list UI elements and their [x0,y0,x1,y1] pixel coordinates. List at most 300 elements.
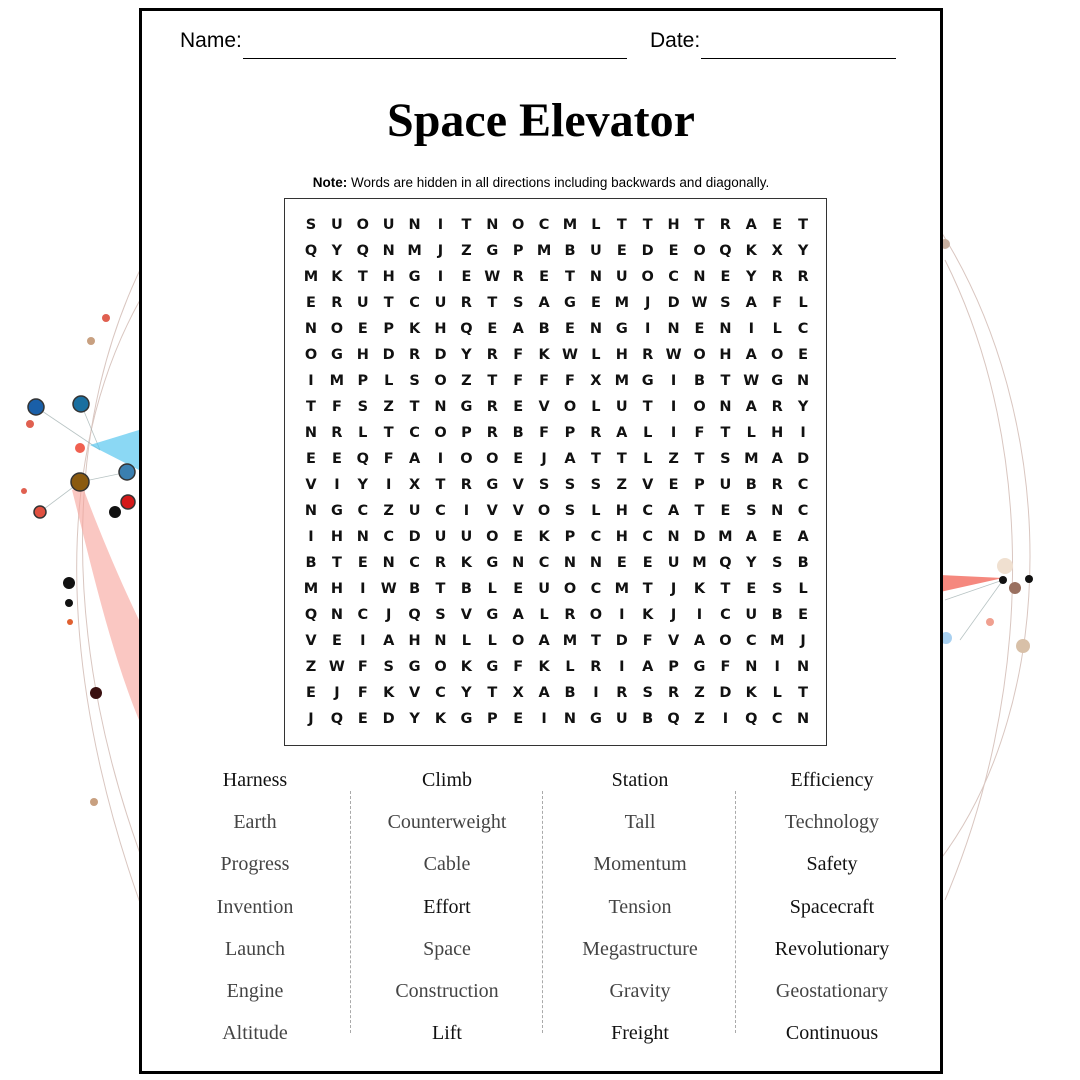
grid-letter[interactable]: E [772,529,783,545]
grid-letter[interactable]: Y [797,243,809,259]
grid-letter[interactable]: O [693,399,706,415]
grid-letter[interactable]: N [667,321,680,337]
grid-letter[interactable]: C [797,477,809,493]
grid-letter[interactable]: E [513,529,524,545]
grid-letter[interactable]: T [616,217,627,233]
grid-letter[interactable]: K [434,711,447,727]
grid-letter[interactable]: J [644,295,651,311]
name-blank-line[interactable] [243,58,627,59]
grid-letter[interactable]: N [771,503,784,519]
grid-letter[interactable]: D [797,451,810,467]
grid-letter[interactable]: A [642,659,654,675]
grid-letter[interactable]: E [642,555,653,571]
grid-letter[interactable]: X [409,477,421,493]
grid-letter[interactable]: Z [694,685,705,701]
grid-letter[interactable]: E [746,581,757,597]
grid-letter[interactable]: R [719,217,731,233]
grid-letter[interactable]: T [798,217,809,233]
grid-letter[interactable]: R [512,269,524,285]
grid-letter[interactable]: C [383,529,395,545]
grid-letter[interactable]: C [409,425,420,441]
grid-letter[interactable]: M [562,633,578,649]
grid-letter[interactable]: E [798,347,809,363]
grid-letter[interactable]: B [538,321,550,337]
grid-letter[interactable]: G [330,503,343,519]
grid-letter[interactable]: T [694,217,705,233]
grid-letter[interactable]: T [487,685,498,701]
grid-letter[interactable]: H [615,503,628,519]
grid-letter[interactable]: I [800,425,806,441]
grid-letter[interactable]: R [331,425,343,441]
grid-letter[interactable]: E [461,269,472,285]
grid-letter[interactable]: E [331,451,342,467]
grid-letter[interactable]: B [564,685,576,701]
grid-letter[interactable]: C [720,607,731,623]
grid-letter[interactable]: S [771,581,783,597]
grid-letter[interactable]: X [512,685,524,701]
grid-letter[interactable]: Q [460,321,473,337]
grid-letter[interactable]: K [383,685,395,701]
grid-letter[interactable]: N [589,269,602,285]
grid-letter[interactable]: M [614,295,630,311]
grid-letter[interactable]: I [360,633,366,649]
grid-letter[interactable]: R [409,347,421,363]
grid-letter[interactable]: E [306,685,316,701]
grid-letter[interactable]: L [591,503,601,519]
grid-letter[interactable]: L [798,581,808,597]
grid-letter[interactable]: F [772,295,783,311]
grid-letter[interactable]: K [538,529,550,545]
grid-letter[interactable]: C [538,555,550,571]
grid-letter[interactable]: E [539,269,550,285]
grid-letter[interactable]: F [539,425,550,441]
grid-letter[interactable]: U [667,555,680,571]
grid-letter[interactable]: W [562,347,578,363]
grid-letter[interactable]: O [693,243,706,259]
grid-letter[interactable]: N [667,529,680,545]
grid-letter[interactable]: G [486,243,499,259]
grid-letter[interactable]: L [461,633,472,649]
grid-letter[interactable]: O [434,373,447,389]
grid-letter[interactable]: R [460,295,472,311]
grid-letter[interactable]: Z [694,711,705,727]
grid-letter[interactable]: L [798,295,808,311]
grid-letter[interactable]: E [720,269,731,285]
grid-letter[interactable]: B [564,243,576,259]
grid-letter[interactable]: G [408,269,421,285]
grid-letter[interactable]: S [538,477,550,493]
grid-letter[interactable]: L [358,425,368,441]
grid-letter[interactable]: T [383,295,394,311]
grid-letter[interactable]: E [694,321,705,337]
grid-letter[interactable]: P [383,321,394,337]
grid-letter[interactable]: K [642,607,654,623]
grid-letter[interactable]: V [667,633,680,649]
grid-letter[interactable]: K [538,659,550,675]
grid-letter[interactable]: A [512,607,524,623]
grid-letter[interactable]: N [797,711,810,727]
grid-letter[interactable]: B [745,477,757,493]
grid-letter[interactable]: I [722,711,729,727]
grid-letter[interactable]: T [798,685,809,701]
grid-letter[interactable]: P [357,373,369,389]
grid-letter[interactable]: A [538,295,550,311]
grid-letter[interactable]: V [642,477,654,493]
grid-letter[interactable]: C [745,633,757,649]
grid-letter[interactable]: R [486,347,498,363]
grid-letter[interactable]: I [360,581,366,597]
grid-letter[interactable]: G [693,659,706,675]
grid-letter[interactable]: I [541,711,547,727]
grid-letter[interactable]: Q [667,711,680,727]
grid-letter[interactable]: J [385,607,392,623]
grid-letter[interactable]: S [590,477,602,493]
grid-letter[interactable]: J [800,633,806,649]
grid-letter[interactable]: T [590,451,601,467]
grid-letter[interactable]: I [774,659,780,675]
grid-letter[interactable]: E [668,243,679,259]
grid-letter[interactable]: E [487,321,498,337]
grid-letter[interactable]: I [670,399,677,415]
grid-letter[interactable]: M [744,451,759,467]
grid-letter[interactable]: K [693,581,706,597]
grid-letter[interactable]: H [382,269,395,285]
grid-letter[interactable]: T [487,295,498,311]
grid-letter[interactable]: Z [461,243,472,259]
grid-letter[interactable]: U [460,529,473,545]
grid-letter[interactable]: J [437,243,444,259]
grid-letter[interactable]: L [487,633,497,649]
grid-letter[interactable]: M [614,373,630,389]
grid-letter[interactable]: V [486,503,498,519]
grid-letter[interactable]: F [513,373,524,389]
grid-letter[interactable]: T [590,633,601,649]
grid-letter[interactable]: P [512,243,524,259]
grid-letter[interactable]: L [591,399,601,415]
grid-letter[interactable]: K [745,243,757,259]
grid-letter[interactable]: C [590,581,602,597]
grid-letter[interactable]: E [306,451,316,467]
grid-letter[interactable]: I [619,607,625,623]
grid-letter[interactable]: F [331,399,342,415]
grid-letter[interactable]: T [720,581,731,597]
grid-letter[interactable]: L [643,451,653,467]
grid-letter[interactable]: P [668,659,679,675]
grid-letter[interactable]: E [513,451,524,467]
grid-letter[interactable]: E [590,295,601,311]
grid-letter[interactable]: V [460,607,472,623]
grid-letter[interactable]: F [513,347,524,363]
grid-letter[interactable]: O [563,581,577,597]
grid-letter[interactable]: A [383,633,395,649]
grid-letter[interactable]: A [538,633,550,649]
grid-letter[interactable]: R [771,399,783,415]
grid-letter[interactable]: B [512,425,524,441]
grid-letter[interactable]: A [771,451,783,467]
grid-letter[interactable]: N [434,633,447,649]
grid-letter[interactable]: O [486,451,499,467]
grid-letter[interactable]: Q [719,555,732,571]
grid-letter[interactable]: O [460,451,473,467]
grid-letter[interactable]: U [615,711,628,727]
grid-letter[interactable]: S [512,295,524,311]
grid-letter[interactable]: F [513,659,524,675]
grid-letter[interactable]: Y [797,399,809,415]
grid-letter[interactable]: L [591,217,601,233]
grid-letter[interactable]: B [305,555,317,571]
grid-letter[interactable]: G [771,373,784,389]
grid-letter[interactable]: C [797,503,809,519]
grid-letter[interactable]: R [331,295,343,311]
grid-letter[interactable]: R [797,269,809,285]
grid-letter[interactable]: J [308,711,314,727]
grid-letter[interactable]: T [720,373,731,389]
grid-letter[interactable]: F [720,659,731,675]
grid-letter[interactable]: O [356,217,369,233]
grid-letter[interactable]: L [746,425,756,441]
grid-letter[interactable]: C [538,217,550,233]
grid-letter[interactable]: C [642,529,654,545]
grid-letter[interactable]: A [538,685,550,701]
grid-letter[interactable]: C [797,321,809,337]
grid-letter[interactable]: V [305,477,317,493]
grid-letter[interactable]: E [357,555,368,571]
grid-letter[interactable]: F [642,633,653,649]
grid-letter[interactable]: O [589,607,603,623]
grid-letter[interactable]: J [334,685,340,701]
grid-letter[interactable]: B [642,711,654,727]
grid-letter[interactable]: D [641,243,654,259]
grid-letter[interactable]: A [408,451,421,467]
grid-letter[interactable]: L [539,607,549,623]
grid-letter[interactable]: S [564,503,576,519]
grid-letter[interactable]: A [745,217,757,233]
grid-letter[interactable]: T [720,425,731,441]
grid-letter[interactable]: N [797,659,810,675]
grid-letter[interactable]: T [642,217,653,233]
grid-letter[interactable]: S [409,373,420,389]
grid-letter[interactable]: A [616,425,628,441]
grid-letter[interactable]: G [460,399,473,415]
grid-letter[interactable]: R [771,269,783,285]
grid-letter[interactable]: Y [331,243,343,259]
grid-letter[interactable]: B [771,607,783,623]
grid-letter[interactable]: M [718,529,733,545]
grid-letter[interactable]: T [642,399,653,415]
grid-letter[interactable]: W [380,581,397,597]
grid-letter[interactable]: N [563,555,577,571]
grid-letter[interactable]: M [562,217,578,233]
grid-letter[interactable]: R [486,425,498,441]
grid-letter[interactable]: B [409,581,421,597]
grid-letter[interactable]: A [745,529,757,545]
grid-letter[interactable]: M [303,581,319,597]
grid-letter[interactable]: M [614,581,630,597]
grid-letter[interactable]: N [719,399,732,415]
grid-letter[interactable]: O [486,529,499,545]
grid-letter[interactable]: R [564,607,576,623]
grid-letter[interactable]: Z [616,477,628,493]
grid-letter[interactable]: H [434,321,447,337]
grid-letter[interactable]: H [330,581,343,597]
grid-letter[interactable]: D [719,685,732,701]
grid-letter[interactable]: S [642,685,653,701]
grid-letter[interactable]: G [641,373,654,389]
grid-letter[interactable]: S [564,477,576,493]
grid-letter[interactable]: F [565,373,575,389]
grid-letter[interactable]: N [382,555,395,571]
grid-letter[interactable]: O [512,217,525,233]
grid-letter[interactable]: F [694,425,705,441]
grid-letter[interactable]: I [593,685,599,701]
grid-letter[interactable]: E [616,243,627,259]
grid-letter[interactable]: N [304,321,318,337]
grid-letter[interactable]: H [330,529,343,545]
grid-letter[interactable]: E [720,503,731,519]
grid-letter[interactable]: F [357,685,368,701]
grid-letter[interactable]: T [409,399,420,415]
grid-letter[interactable]: O [719,633,732,649]
grid-letter[interactable]: G [486,477,499,493]
grid-letter[interactable]: C [642,503,654,519]
grid-letter[interactable]: L [565,659,575,675]
grid-letter[interactable]: T [357,269,368,285]
grid-letter[interactable]: S [720,451,731,467]
grid-letter[interactable]: N [563,711,577,727]
grid-letter[interactable]: Y [461,685,472,701]
grid-letter[interactable]: V [512,477,524,493]
grid-letter[interactable]: H [667,217,680,233]
grid-letter[interactable]: Q [330,711,344,727]
grid-letter[interactable]: R [642,347,654,363]
grid-letter[interactable]: D [615,633,628,649]
grid-letter[interactable]: Y [409,711,420,727]
grid-letter[interactable]: Z [668,451,679,467]
grid-letter[interactable]: M [692,555,707,571]
grid-letter[interactable]: M [329,373,345,389]
grid-letter[interactable]: D [382,711,395,727]
grid-letter[interactable]: E [668,477,679,493]
grid-letter[interactable]: F [539,373,550,389]
grid-letter[interactable]: N [719,321,732,337]
grid-letter[interactable]: J [670,581,677,597]
grid-letter[interactable]: C [357,607,369,623]
grid-letter[interactable]: E [513,581,524,597]
grid-letter[interactable]: Q [356,451,369,467]
grid-letter[interactable]: G [486,607,499,623]
grid-letter[interactable]: I [437,217,444,233]
grid-letter[interactable]: H [719,347,732,363]
grid-letter[interactable]: T [487,373,498,389]
grid-letter[interactable]: T [461,217,472,233]
grid-letter[interactable]: S [771,555,783,571]
grid-letter[interactable]: R [616,685,628,701]
grid-letter[interactable]: I [437,269,444,285]
grid-letter[interactable]: E [513,399,524,415]
grid-letter[interactable]: O [512,633,525,649]
grid-letter[interactable]: V [512,503,524,519]
grid-letter[interactable]: N [693,269,706,285]
grid-letter[interactable]: P [486,711,498,727]
grid-letter[interactable]: E [772,217,783,233]
grid-letter[interactable]: C [409,555,420,571]
grid-letter[interactable]: N [745,659,758,675]
grid-letter[interactable]: W [691,295,708,311]
grid-letter[interactable]: F [383,451,394,467]
grid-letter[interactable]: L [643,425,653,441]
grid-letter[interactable]: E [798,607,809,623]
grid-letter[interactable]: T [642,581,653,597]
grid-letter[interactable]: C [435,685,446,701]
grid-letter[interactable]: E [616,555,627,571]
grid-letter[interactable]: U [538,581,550,597]
grid-letter[interactable]: D [408,529,421,545]
grid-letter[interactable]: J [541,451,547,467]
grid-letter[interactable]: Q [745,711,758,727]
grid-letter[interactable]: G [460,711,473,727]
grid-letter[interactable]: U [382,217,395,233]
grid-letter[interactable]: Q [408,607,421,623]
grid-letter[interactable]: E [331,633,342,649]
grid-letter[interactable]: O [330,321,344,337]
grid-letter[interactable]: N [589,321,602,337]
grid-letter[interactable]: W [328,659,345,675]
grid-letter[interactable]: I [308,373,314,389]
grid-letter[interactable]: R [460,477,472,493]
grid-letter[interactable]: A [564,451,576,467]
grid-letter[interactable]: H [615,347,628,363]
grid-letter[interactable]: D [382,347,395,363]
grid-letter[interactable]: T [306,399,316,415]
grid-letter[interactable]: A [745,399,757,415]
grid-letter[interactable]: S [357,399,369,415]
grid-letter[interactable]: R [590,659,602,675]
grid-letter[interactable]: E [357,711,368,727]
grid-letter[interactable]: Q [304,243,318,259]
grid-letter[interactable]: I [670,373,677,389]
grid-letter[interactable]: U [434,529,447,545]
grid-letter[interactable]: O [304,347,318,363]
grid-letter[interactable]: G [589,711,602,727]
grid-letter[interactable]: U [615,269,628,285]
grid-letter[interactable]: A [693,633,706,649]
grid-letter[interactable]: B [797,555,809,571]
grid-letter[interactable]: E [357,321,368,337]
grid-letter[interactable]: T [565,269,575,285]
grid-letter[interactable]: U [408,503,421,519]
grid-letter[interactable]: C [590,529,602,545]
grid-letter[interactable]: P [564,529,576,545]
grid-letter[interactable]: R [771,477,783,493]
grid-letter[interactable]: C [409,295,420,311]
grid-letter[interactable]: V [408,685,421,701]
grid-letter[interactable]: O [434,425,447,441]
grid-letter[interactable]: G [486,659,499,675]
grid-letter[interactable]: S [305,217,317,233]
grid-letter[interactable]: P [564,425,576,441]
grid-letter[interactable]: M [303,269,319,285]
grid-letter[interactable]: N [589,555,602,571]
grid-letter[interactable]: U [719,477,732,493]
date-blank-line[interactable] [701,58,896,59]
grid-letter[interactable]: V [305,633,317,649]
grid-letter[interactable]: N [797,373,810,389]
grid-letter[interactable]: K [331,269,343,285]
grid-letter[interactable]: N [408,217,421,233]
grid-letter[interactable]: K [408,321,421,337]
grid-letter[interactable]: W [743,373,760,389]
grid-letter[interactable]: N [304,503,318,519]
